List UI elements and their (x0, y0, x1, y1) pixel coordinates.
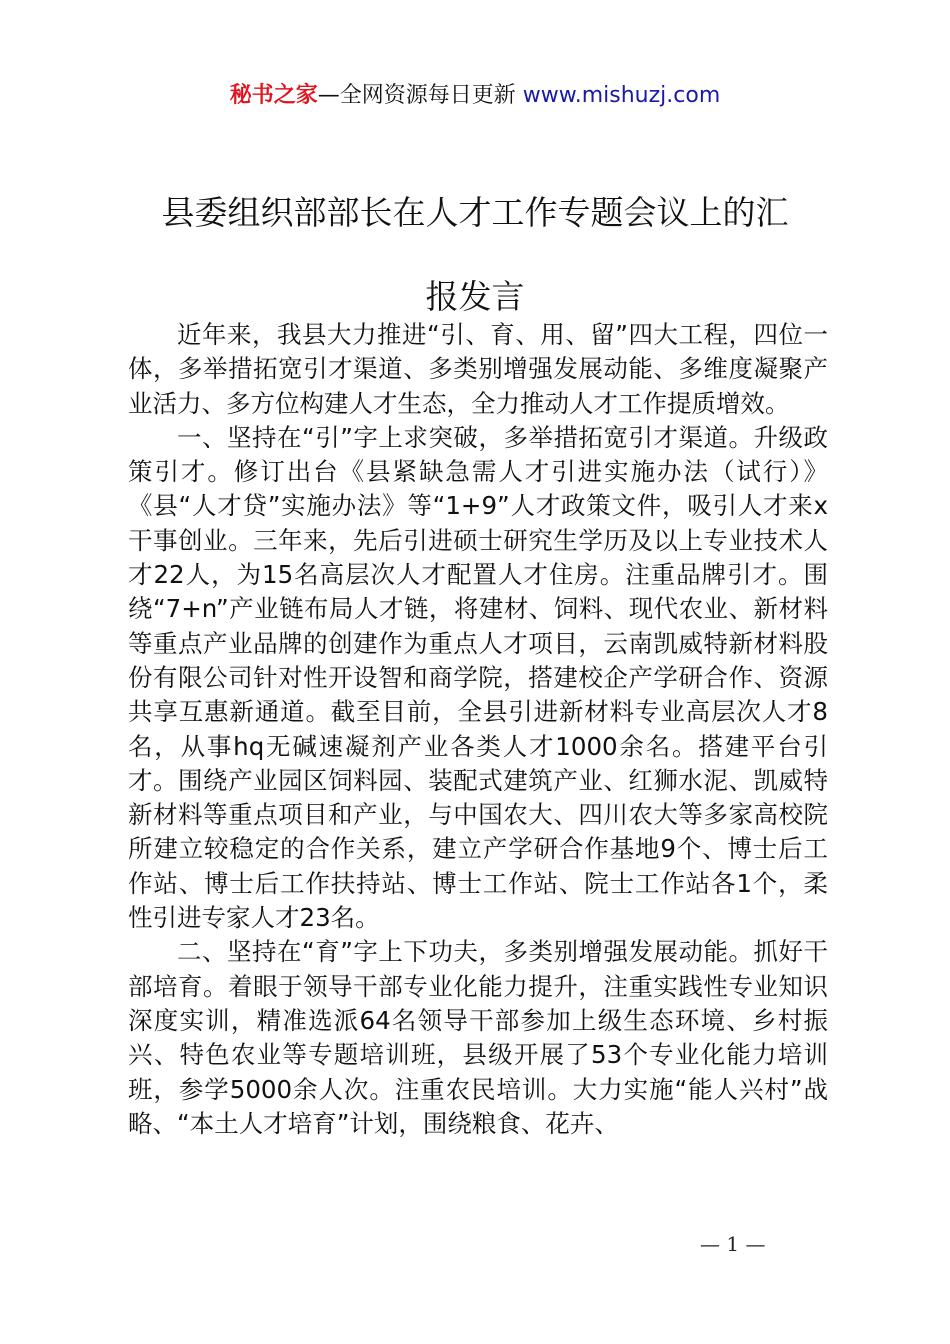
paragraph-section-1: 一、坚持在“引”字上求突破，多举措拓宽引才渠道。升级政策引才。修订出台《县紧缺急需人才引进实施办法（试行）》《县“人才贷”实施办法》等“1+9”人才政策文件，吸引人才来x干事创业。三年来，先后引进硕士研究生学历及以上专业技术人才22人，为15名高层次人才配置人才住房。注重品牌引才。围绕“7+n”产业链布局人才链，将建材、饲料、现代农业、新材料等重点产业品牌的创建作为重点人才项目，云南凯威特新材料股份有限公司针对性开设智和商学院，搭建校企产学研合作、资源共享互惠新通道。截至目前，全县引进新材料专业高层次人才8名，从事hq无碱速凝剂产业各类人才1000余名。搭建平台引才。围绕产业园区饲料园、装配式建筑产业、红狮水泥、凯威特新材料等重点项目和产业，与中国农大、四川农大等多家高校院所建立较稳定的合作关系，建立产学研合作基地9个、博士后工作站、博士后工作扶持站、博士工作站、院士工作站各1个，柔性引进专家人才23名。 (128, 422, 828, 933)
document-title (100, 190, 850, 320)
paragraph-section-2: 二、坚持在“育”字上下功夫，多类别增强发展动能。抓好干部培育。着眼于领导干部专业化能力提升，注重实践性专业知识深度实训，精准选派64名领导干部参加上级生态环境、乡村振兴、特色农业等专题培训班，县级开展了53个专业化能力培训班，参学5000余人次。注重农民培训。大力实施“能人兴村”战略、“本土人才培育”计划，围绕粮食、花卉、 (128, 937, 828, 1138)
title-line-2: 报发言 (425, 277, 525, 316)
site-banner (0, 80, 950, 112)
document-body (128, 318, 828, 1141)
brand-name: 秘书之家 (229, 83, 318, 108)
page-number: — 1 — (700, 1232, 766, 1256)
title-line-1: 县委组织部部长在人才工作专题会议上的汇 (161, 193, 789, 232)
paragraph-intro: 近年来，我县大力推进“引、育、用、留”四大工程，四位一体，多举措拓宽引才渠道、多类别增强发展动能、多维度凝聚产业活力、多方位构建人才生态，全力推动人才工作提质增效。 (128, 320, 828, 418)
banner-slogan: —全网资源每日更新 (317, 83, 523, 108)
site-url-link[interactable]: www.mishuzj.com (522, 83, 721, 108)
